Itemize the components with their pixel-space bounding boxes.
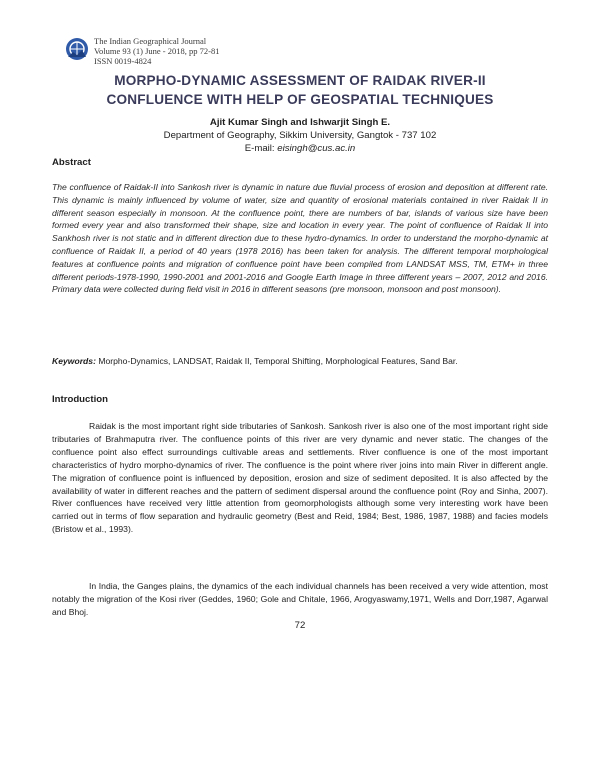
- paper-title: [40, 71, 560, 109]
- keywords-text: Morpho-Dynamics, LANDSAT, Raidak II, Temporal Shifting, Morphological Features, Sand Bar.: [95, 356, 458, 366]
- introduction-heading: Introduction: [52, 394, 108, 405]
- title-line-1: MORPHO-DYNAMIC ASSESSMENT OF RAIDAK RIVER-II: [114, 73, 486, 88]
- journal-name: The Indian Geographical Journal: [94, 36, 207, 46]
- title-line-2: CONFLUENCE WITH HELP OF GEOSPATIAL TECHNIQUES: [106, 92, 494, 107]
- introduction-paragraph-1: Raidak is the most important right side tributaries of Sankosh. Sankosh river is also one of the most important right side tributaries of Brahmaputra river. The confluence points of this river are very dynamic and never static. The changes of the confluence point also effect surroundings cultivable areas and settlements. River confluence is one of the most important characteristics of hydro morpho-dynamics of river. The confluence is the point where river joins into main River in different angle. The migration of confluence point is influenced by deposition, erosion and size of sediment deposited. It is also affected by the availability of water in different reaches and the pattern of sediment dispersal around the confluence point (Roy and Sinha, 2007). River confluences have received very little attention from geomorphologists although some very interesting work have been carried out in terms of flow separation and hydraulic geometry (Best and Reid, 1984; Best, 1986, 1987, 1988) and facies models (Bristow et al., 1993).: [52, 421, 548, 535]
- keywords-label: Keywords:: [52, 356, 96, 366]
- author-block: [40, 116, 560, 155]
- author-names: Ajit Kumar Singh and Ishwarjit Singh E.: [209, 117, 391, 128]
- page-number: 72: [294, 620, 306, 631]
- email-label: E-mail:: [244, 143, 278, 154]
- journal-header: [64, 36, 384, 76]
- abstract-text: The confluence of Raidak-II into Sankosh river is dynamic in nature due fluvial process of erosion and deposition at different rate. This dynamic is mainly influenced by volume of water, size and quantity of erosional materials contained in river Raidak II in different season especially in monsoon. At the confluence point, there are numbers of bar, islands of various size have been formed every year and also transformed their shape, size and location in every year. The point of confluence of Raidak II into Sankhosh river is not static and in different direction due to these hydro-dynamics. In order to understand the morpho-dynamic at confluence of Raidak II, a period of 40 years (1978 2016) has been taken for analysis. The different temporal morphological features at confluence points and migration of confluence point have been compiled from LANDSAT MSS, TM, ETM+ in three different periods-1978-1990, 1990-2001 and 2001-2016 and Google Earth Image in three different years – 2007, 2012 and 2016. Primary data were collected during field visit in 2016 in different seasons (pre monsoon, monsoon and post monsoon).: [52, 182, 548, 295]
- introduction-paragraph-2: In India, the Ganges plains, the dynamics of the each individual channels has been received a very wide attention, most notably the migration of the Kosi river (Geddes, 1960; Gole and Chitale, 1966, Arogyaswamy,1971, Wells and Dorr,1987, Agarwal and Bhoj.: [52, 581, 548, 617]
- author-email-line: [40, 142, 560, 155]
- journal-volume: Volume 93 (1) June - 2018, pp 72-81: [94, 46, 220, 56]
- keywords: [52, 355, 548, 368]
- author-email: eisingh@cus.ac.in: [277, 143, 356, 154]
- abstract-heading: Abstract: [52, 157, 91, 168]
- journal-logo-icon: [64, 36, 90, 62]
- journal-issn: ISSN 0019-4824: [94, 56, 152, 66]
- author-affiliation: Department of Geography, Sikkim University, Gangtok - 737 102: [163, 130, 437, 141]
